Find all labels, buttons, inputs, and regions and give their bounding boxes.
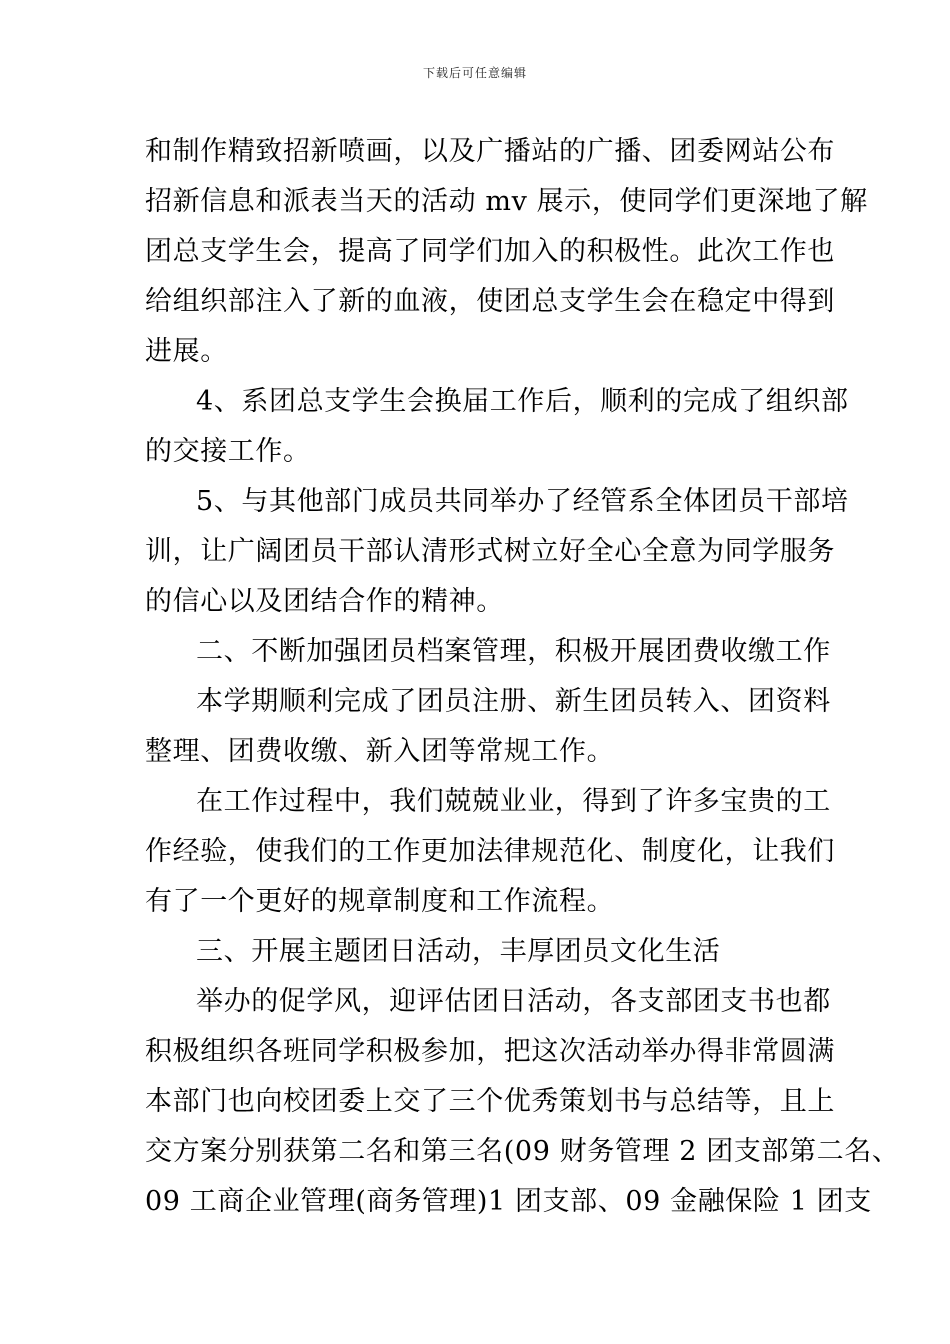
text-line: 和制作精致招新喷画，以及广播站的广播、团委网站公布 [145,136,835,167]
text-line: 举办的促学风，迎评估团日活动，各支部团支书也都 [196,986,831,1017]
text-line: 积极组织各班同学积极参加，把这次活动举办得非常圆满 [145,1036,835,1067]
text-line: 二、不断加强团员档案管理，积极开展团费收缴工作 [196,636,831,667]
text-line: 4、系团总支学生会换届工作后，顺利的完成了组织部 [196,386,849,417]
text-line: 三、开展主题团日活动，丰厚团员文化生活 [196,936,721,967]
text-line: 招新信息和派表当天的活动 mv 展示，使同学们更深地了解 [145,186,868,217]
text-line: 的信心以及团结合作的精神。 [145,586,504,617]
text-line: 本学期顺利完成了团员注册、新生团员转入、团资料 [196,686,831,717]
text-line: 09 工商企业管理(商务管理)1 团支部、09 金融保险 1 团支 [145,1186,872,1217]
text-line: 的交接工作。 [145,436,311,467]
text-line: 交方案分别获第二名和第三名(09 财务管理 2 团支部第二名、 [145,1136,900,1167]
text-line: 训，让广阔团员干部认清形式树立好全心全意为同学服务 [145,536,835,567]
text-line: 整理、团费收缴、新入团等常规工作。 [145,736,615,767]
text-line: 团总支学生会，提高了同学们加入的积极性。此次工作也 [145,236,835,267]
text-line: 进展。 [145,336,228,367]
text-line: 作经验，使我们的工作更加法律规范化、制度化，让我们 [145,836,835,867]
text-line: 给组织部注入了新的血液，使团总支学生会在稳定中得到 [145,286,835,317]
text-line: 有了一个更好的规章制度和工作流程。 [145,886,615,917]
text-line: 5、与其他部门成员共同举办了经管系全体团员干部培 [196,486,849,517]
page-header: 下载后可任意编辑 [422,66,527,80]
text-line: 在工作过程中，我们兢兢业业，得到了许多宝贵的工 [196,786,831,817]
text-line: 本部门也向校团委上交了三个优秀策划书与总结等，且上 [145,1086,835,1117]
